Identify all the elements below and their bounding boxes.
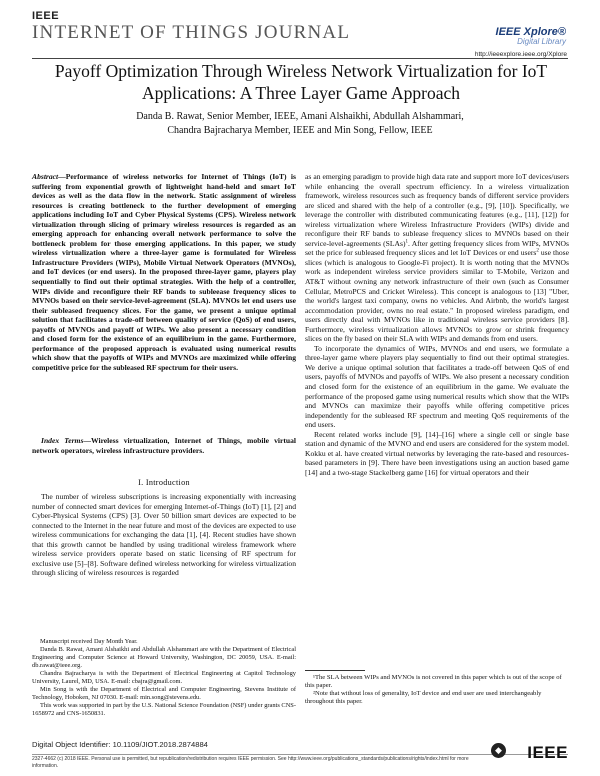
footnote-separator <box>305 670 365 671</box>
xplore-name: IEEE Xplore® <box>495 26 566 38</box>
right-column <box>305 172 569 478</box>
footnotes-right <box>305 674 569 706</box>
footnote-funding: This work was supported in part by the U.S. National Science Foundation (NSF) under grants CNS-1658972 and CNS-1650831. <box>32 702 296 717</box>
right-para-1b: . After getting frequency slices from WIPs, MVNOs set the price for subleased frequency slices and let IoT Devices or end users <box>305 238 569 258</box>
authors-line-1: Danda B. Rawat, Senior Member, IEEE, Amani Alshaikhi, Abdullah Alshammari, <box>136 111 464 122</box>
abstract-label: Abstract <box>32 172 59 181</box>
journal-name: INTERNET OF THINGS JOURNAL <box>32 22 351 43</box>
xplore-subtitle: Digital Library <box>517 37 566 46</box>
index-terms-text: —Wireless virtualization, Internet of Things, mobile virtual network operators, wireless infrastructure providers. <box>32 436 297 455</box>
copyright-notice: 2327-4662 (c) 2018 IEEE. Personal use is permitted, but republication/redistribution requires IEEE permission. See http://www.ieee.org/publications_standards/publications/rights/index.html for more information. <box>32 756 469 769</box>
header-rule <box>32 58 568 59</box>
abstract <box>32 172 296 372</box>
xplore-logo[interactable] <box>496 26 566 46</box>
journal-url[interactable]: http://ieeexplore.ieee.org/Xplore <box>474 51 567 58</box>
paper-title: Payoff Optimization Through Wireless Network Virtualization for IoT Applications: A Three Layer Game Approach <box>54 61 548 103</box>
intro-paragraph <box>32 492 296 578</box>
right-para-1c: use those slices (which is analogous to Google-Fi project). It is worth noting that the MVNOs work as independent wireless service providers similar to T-Mobile, Verizon and AT&T without owning any network infrastructure of their own (such as Consumer Cellular, MetroPCS and Cricket Wireless). This concept is analogous to [13] "Uber, the world's largest taxi company, owns no vehicles. And Airbnb, the world's largest accommodation provider, owns no real estate." In proposed wireless paradigm, end users directly deal with MVNOs like in traditional wireless service providers [8]. Furthermore, wireless virtualization allows MVNOs to grow or shrink frequency slices on the fly based on their SLA with WIPs and demands from end users. <box>305 248 569 344</box>
footnote-received: Manuscript received Day Month Year. <box>40 638 138 645</box>
right-paragraph-1 <box>305 172 569 344</box>
authors <box>40 110 560 138</box>
footnote-1: ¹The SLA between WIPs and MVNOs is not covered in this paper which is out of the scope of this paper. <box>305 674 562 689</box>
index-terms <box>32 436 296 455</box>
footnote-rawat: Danda B. Rawat, Amani Alshaikhi and Abdullah Alshammari are with the Department of Electrical Engineering and Computer Science at Howard University, Washington, DC 20059, USA. E-mail: db.rawat@ieee.org. <box>32 646 296 669</box>
abstract-text: —Performance of wireless networks for Internet of Things (IoT) is suffering from exponential growth of lightweight hand-held and smart IoT devices as well as the data flow in the network. Static assignment of wireless resources is creating bottleneck to the further development of emerging applications including IoT and Cyber Physical Systems (CPS). Wireless network virtualization through slicing of primary wireless resources is regarded as an emerging approach for enhancing overall network performance to solve the bottleneck problem for those emerging applications. In this paper, we study wireless virtualization where a three-layer game is formulated for Wireless Infrastructure Providers (WIPs), Mobile Virtual Network Operators (MVNOs), and IoT devices (or end users). In the proposed three-layer game, players play sequentially to find out their optimal strategies. With the help of a controller, WIPs divide and reconfigure their RF bands to subleease frequency slices to MVNOs based on their service-level-agreement (SLA). MVNOs let end users use their subleased frequency slices. For the game, we present a unique optimal solution that facilitates a trade-off between quality of service (QoS) of end users, payoffs of MVNOs and payoff of WIPs. We also present a necessary condition and closed form for the existence of an equilibrium in the game. Furthermore, performance of the proposed approach is evaluated using numerical results which show that the payoffs of WIPs and MVNOs are maximized while offering competitive price for the subleased RF spectrum for their users. <box>32 172 296 372</box>
intro-text: The number of wireless subscriptions is increasing exponentially with increasing number of connected smart devices for emerging Internet-of-Things (IoT) [1], [2] and Cyber-Physical Systems (CPS) [3]. Over 50 billion smart devices are expected to be connected to the Internet in the near future and most of the devices are expected to use wireless communications for exchanging the data [1], [4]. Recent studies have shown that this growth cannot be handled by using traditional wireless framework where wireless service providers operate based on static licensing of RF spectrum for exclusive use [5]–[8]. Software defined wireless networking for wireless virtualization through slicing of wireless resources is regarded <box>32 492 296 578</box>
footnote-song: Min Song is with the Department of Electrical and Computer Engineering, Stevens Institute of Technology, Hoboken, NJ 07030. E-mail: min.song@stevens.edu. <box>32 686 296 701</box>
section-heading: I. Introduction <box>138 478 190 487</box>
footnote-ref-2: 2 <box>536 248 539 254</box>
ieee-footer-logo: IEEE <box>527 743 568 762</box>
right-paragraph-2: To incorporate the dynamics of WIPs, MVNOs and end users, we formulate a three-layer game where players play sequentially to find out their optimal strategies. We derive a unique optimal solution that facilitates a trade-off between QoS of end users, payoffs of MVNOs and payoffs of WIPs. We also present a necessary condition and closed form for the existence of an equilibrium in the game. We evaluate the performance of the proposed game using numerical results which show that the WIPs and MVNOs can maximize their payoffs while offering competitive prices independently for the subleased RF spectrum and meeting QoS requirements of the end users. <box>305 343 569 430</box>
right-para-1a: as an emerging paradigm to provide high data rate and support more IoT devices/users while enhancing the overall spectrum efficiency. In a wireless virtualization framework, wireless resources such as frequency bands of different service providers are sliced and shared with the help of a controller (e.g., [9], [10]). Specifically, we leverage the controller with distributed communicating features (e.g., [11], [12]) for wireless virtualization where Wireless Infrastructure Providers (WIPs) divide and reconfigure their RF bands to sublease frequency slices to MVNOs based on their service-level-agreements (SLAs) <box>305 172 569 248</box>
ieee-seal-icon: ◆ <box>491 743 506 758</box>
footnote-ref-1: 1 <box>405 239 408 245</box>
footnote-bajracharya: Chandra Bajracharya is with the Department of Electrical Engineering at Capitol Technology University, Laurel, MD, USA. E-mail: cbajra@gmail.com. <box>32 670 296 685</box>
footnotes-left <box>32 638 296 718</box>
doi[interactable]: Digital Object Identifier: 10.1109/JIOT.2018.2874884 <box>32 740 208 749</box>
footnote-2: ²Note that without loss of generality, IoT device and end user are used interchangeably throughout this paper. <box>305 690 542 705</box>
footer-rule <box>32 754 568 755</box>
authors-line-2: Chandra Bajracharya Member, IEEE and Min Song, Fellow, IEEE <box>167 125 433 136</box>
right-paragraph-3: Recent related works include [9], [14]–[16] where a single cell or single base station and dynamic of the MVNO and end users are considered for the system model. Kokku et al. have created virtual networks by leveraging the rate-based and resources-based parameters in [9]. There have been investigations using an auction based game [14] and a two-stage Stackelberg game [16] for virtual operators and their <box>305 429 569 477</box>
publisher-logo: IEEE <box>32 10 60 22</box>
index-terms-label: Index Terms <box>41 436 84 445</box>
